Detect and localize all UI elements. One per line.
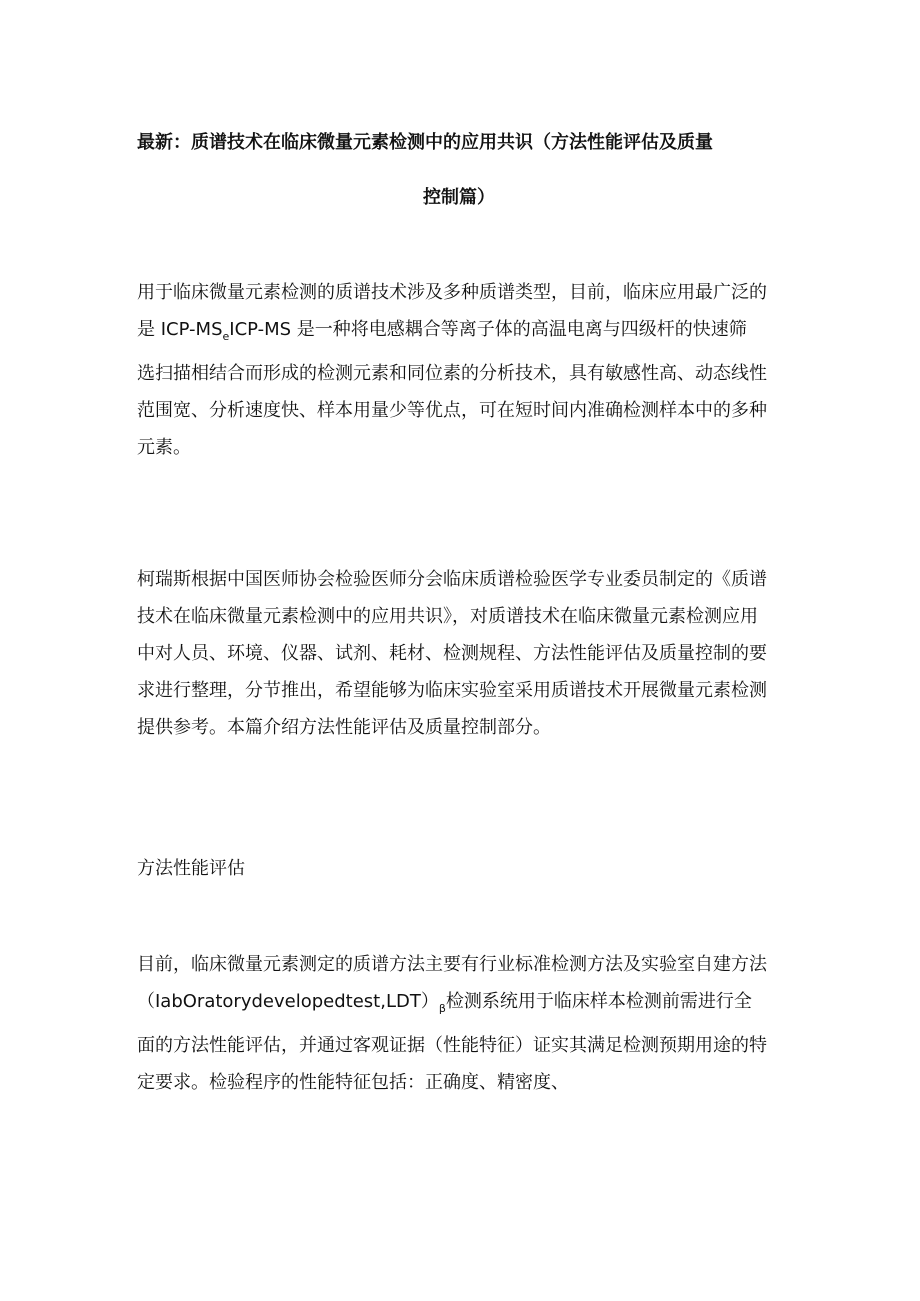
paragraph-text: 检测系统用于临床样本检测前需进行全	[445, 991, 752, 1012]
paragraph-line: 柯瑞斯根据中国医师协会检验医师分会临床质谱检验医学专业委员制定的《质谱	[137, 569, 767, 590]
paragraph-line: 定要求。检验程序的性能特征包括：正确度、精密度、	[137, 1072, 569, 1093]
paragraph-line: 选扫描相结合而形成的检测元素和同位素的分析技术，具有敏感性高、动态线性	[137, 363, 767, 384]
paragraph-line: 中对人员、环境、仪器、试剂、耗材、检测规程、方法性能评估及质量控制的要	[137, 643, 767, 664]
paragraph-line: 范围宽、分析速度快、样本用量少等优点，可在短时间内准确检测样本中的多种	[137, 400, 767, 421]
paragraph-text: 是 ICP-MS	[137, 319, 223, 340]
paragraph-text: ICP-MS 是一种将电感耦合等离子体的高温电离与四级杆的快速筛	[229, 319, 747, 340]
paragraph-line: 目前，临床微量元素测定的质谱方法主要有行业标准检测方法及实验室自建方法	[137, 954, 767, 975]
paragraph-background	[137, 561, 787, 746]
paragraph-line: 用于临床微量元素检测的质谱技术涉及多种质谱类型，目前，临床应用最广泛的	[137, 282, 767, 303]
paragraph-line: 面的方法性能评估，并通过客观证据（性能特征）证实其满足检测预期用途的特	[137, 1035, 767, 1056]
paragraph-line: 技术在临床微量元素检测中的应用共识》，对质谱技术在临床微量元素检测应用	[137, 606, 758, 627]
subscript-mark: β	[438, 1002, 446, 1015]
paragraph-line	[137, 311, 787, 355]
paragraph-line: 提供参考。本篇介绍方法性能评估及质量控制部分。	[137, 717, 551, 738]
paragraph-method-evaluation	[137, 946, 787, 1101]
section-heading: 方法性能评估	[137, 858, 245, 879]
document-title-line-2: 控制篇）	[423, 187, 495, 208]
paragraph-line: 元素。	[137, 437, 191, 458]
paragraph-line	[137, 983, 787, 1027]
document-title-line-1: 最新：质谱技术在临床微量元素检测中的应用共识（方法性能评估及质量	[137, 132, 713, 153]
paragraph-line: 求进行整理，分节推出，希望能够为临床实验室采用质谱技术开展微量元素检测	[137, 680, 767, 701]
paragraph-text: （IabOratorydevelopedtest,LDT）	[137, 991, 439, 1012]
subscript-mark: e	[222, 330, 230, 343]
paragraph-intro	[137, 274, 787, 466]
